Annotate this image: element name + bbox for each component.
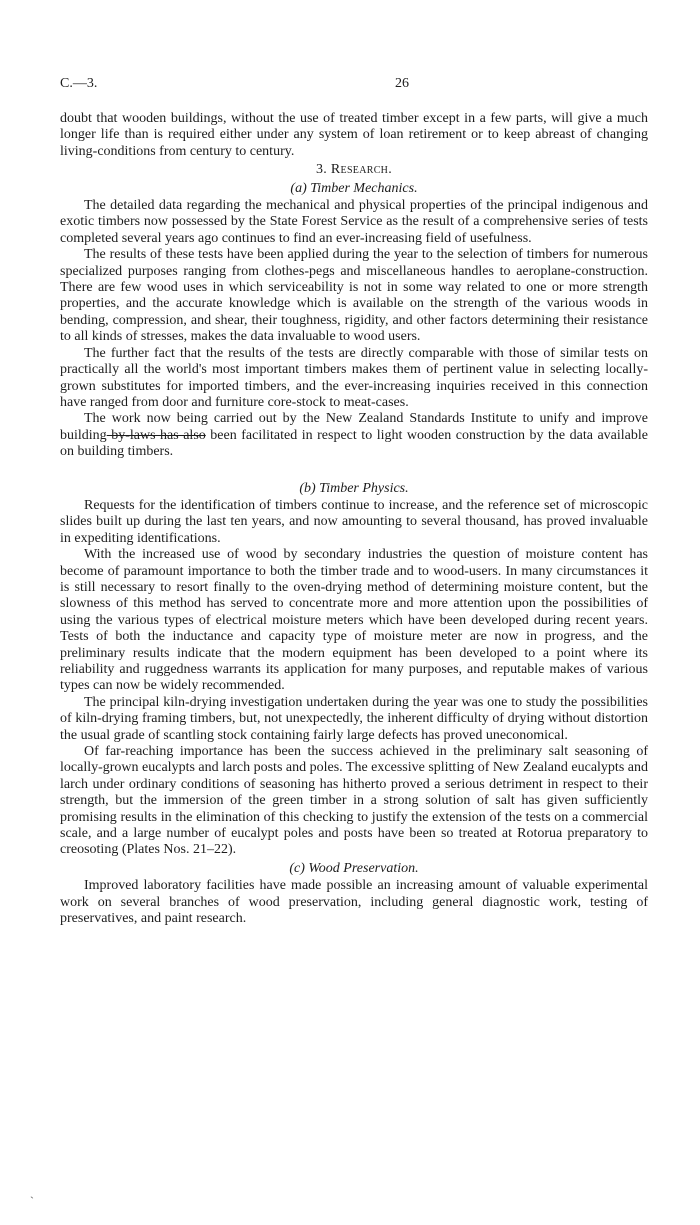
timber-mechanics-paragraph-2: The results of these tests have been applied during the year to the selection of timbers for numerous specialized purposes ranging from clothes-pegs and miscellaneous handles to aeroplane-construction. There are few wood uses in which serviceability is not in some way related to one or more strength properties, and the accurate knowledge which is available on the strength of the various woods in bending, compression, and shear, their toughness, rigidity, and other factors determining their resistance to all kinds of stresses, makes the data invaluable to wood users.	[60, 247, 648, 345]
page-header	[60, 76, 648, 96]
timber-physics-paragraph-3: The principal kiln-drying investigation undertaken during the year was one to study the possibilities of kiln-drying framing timbers, but, not unexpectedly, the inherent difficulty of drying without distortion the usual grade of scantling stock containing fairly large defects has proved uneconomical.	[60, 694, 648, 743]
timber-mechanics-paragraph-4	[60, 411, 648, 460]
subheading-timber-physics: (b) Timber Physics.	[299, 480, 409, 496]
timber-physics-paragraph-4: Of far-reaching importance has been the success achieved in the preliminary salt seasoning of locally-grown eucalypts and larch posts and poles. The excessive splitting of New Zealand eucalypts and larch under ordinary conditions of seasoning has hitherto proved a serious detriment in respect to their strength, but the immersion of the green timber in a strong solution of salt has given sufficiently promising results in the elimination of this checking to justify the extension of the tests on a commercial scale, and a large number of eucalypt poles and posts have been so treated at Rotorua preparatory to creosoting (Plates Nos. 21–22).	[60, 744, 648, 858]
subheading-wood-preservation: (c) Wood Preservation.	[289, 860, 419, 876]
section-heading-research: 3. Research.	[316, 162, 392, 178]
paragraph-text: been facilitated in respect to light wooden construction by the data available on building timbers.	[60, 427, 648, 460]
wood-preservation-paragraph-1: Improved laboratory facilities have made possible an increasing amount of valuable experimental work on several branches of wood preservation, including general diagnostic work, testing of preservatives, and paint research.	[60, 878, 648, 927]
document-reference: C.—3.	[60, 76, 98, 91]
page-number: 26	[395, 76, 409, 91]
struck-out-text: by-laws has also	[106, 427, 206, 443]
timber-mechanics-paragraph-1: The detailed data regarding the mechanical and physical properties of the principal indigenous and exotic timbers now possessed by the State Forest Service as the result of a comprehensive series of tests completed several years ago continues to find an ever-increasing field of usefulness.	[60, 198, 648, 246]
subheading-timber-mechanics: (a) Timber Mechanics.	[290, 180, 418, 196]
timber-physics-paragraph-1: Requests for the identification of timbers continue to increase, and the reference set of microscopic slides built up during the last ten years, and now amounting to several thousand, has proved invaluable in expediting identifications.	[60, 497, 648, 546]
timber-mechanics-paragraph-3: The further fact that the results of the tests are directly comparable with those of similar tests on practically all the world's most important timbers makes them of pertinent value in selecting locally-grown substitutes for imported timbers, and the ever-increasing inquiries received in this connection have ranged from door and furniture core-stock to meat-cases.	[60, 345, 648, 410]
intro-paragraph: doubt that wooden buildings, without the use of treated timber except in a few parts, will give a much longer life than is required either under any system of loan retirement or to keep abreast of changing living-conditions from century to century.	[60, 111, 648, 159]
page-body	[60, 111, 648, 928]
stray-mark: `	[30, 1194, 34, 1208]
paragraph-text: The work now being carried out by the New Zealand Standards Institute to unify and improve building	[60, 411, 648, 443]
timber-physics-paragraph-2: With the increased use of wood by secondary industries the question of moisture content has become of paramount importance to both the timber trade and to wood-users. In many circumstances it is still necessary to resort finally to the oven-drying method of determining moisture content, but the slowness of this method has served to concentrate more and more attention upon the possibilities of using the various types of electrical moisture meters which have been developed during recent years. Tests of both the inductance and capacity type of moisture meter are now in progress, and the preliminary results indicate that the modern equipment has been developed to a point where its reliability and ruggedness warrants its application for many purposes, and reputable makes of various types can now be widely recommended.	[60, 547, 648, 694]
